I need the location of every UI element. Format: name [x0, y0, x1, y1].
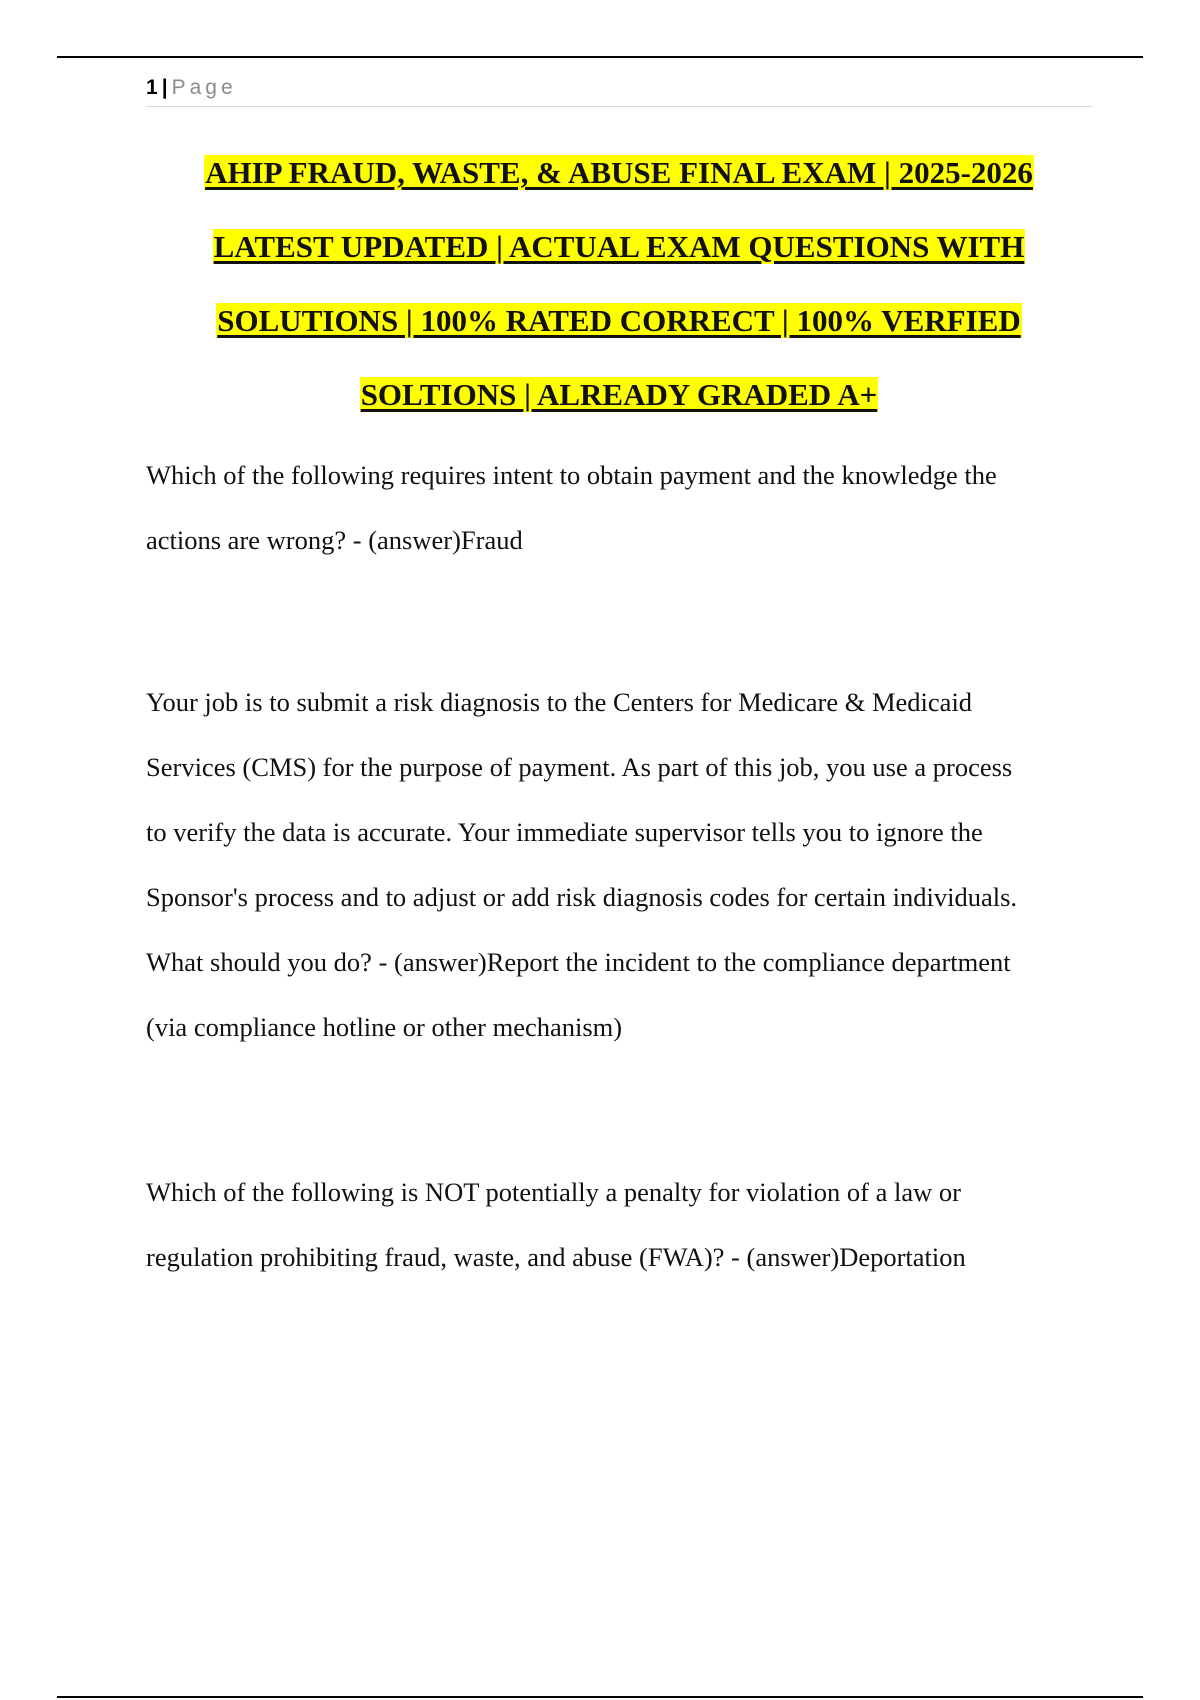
- page-label: Page: [171, 76, 237, 99]
- text-line: What should you do? - (answer)Report the incident to the compliance department: [146, 947, 1011, 977]
- text-line: to verify the data is accurate. Your immediate supervisor tells you to ignore the: [146, 817, 983, 847]
- title-line: LATEST UPDATED | ACTUAL EXAM QUESTIONS WITH: [213, 229, 1025, 264]
- title-line: SOLUTIONS | 100% RATED CORRECT | 100% VERFIED: [217, 303, 1021, 338]
- question-answer-1: [146, 443, 1096, 573]
- top-rule: [57, 56, 1143, 58]
- page-number: 1: [146, 76, 158, 99]
- bottom-rule: [57, 1696, 1143, 1698]
- title-line: SOLTIONS | ALREADY GRADED A+: [360, 377, 878, 412]
- text-line: Sponsor's process and to adjust or add risk diagnosis codes for certain individuals.: [146, 882, 1018, 912]
- question-answer-2: [146, 670, 1096, 1060]
- title-line: AHIP FRAUD, WASTE, & ABUSE FINAL EXAM | 2025-2026: [205, 155, 1033, 190]
- text-line: regulation prohibiting fraud, waste, and abuse (FWA)? - (answer)Deportation: [146, 1242, 966, 1272]
- text-line: Which of the following requires intent to obtain payment and the knowledge the: [146, 460, 997, 490]
- text-line: actions are wrong? - (answer)Fraud: [146, 525, 523, 555]
- text-line: Which of the following is NOT potentially a penalty for violation of a law or: [146, 1177, 961, 1207]
- text-line: (via compliance hotline or other mechanism): [146, 1012, 623, 1042]
- text-line: Your job is to submit a risk diagnosis to the Centers for Medicare & Medicaid: [146, 687, 973, 717]
- question-answer-3: [146, 1160, 1096, 1290]
- text-line: Services (CMS) for the purpose of payment. As part of this job, you use a process: [146, 752, 1013, 782]
- document-title: [146, 136, 1092, 432]
- page-separator: |: [161, 76, 168, 99]
- page-header: [146, 74, 1092, 107]
